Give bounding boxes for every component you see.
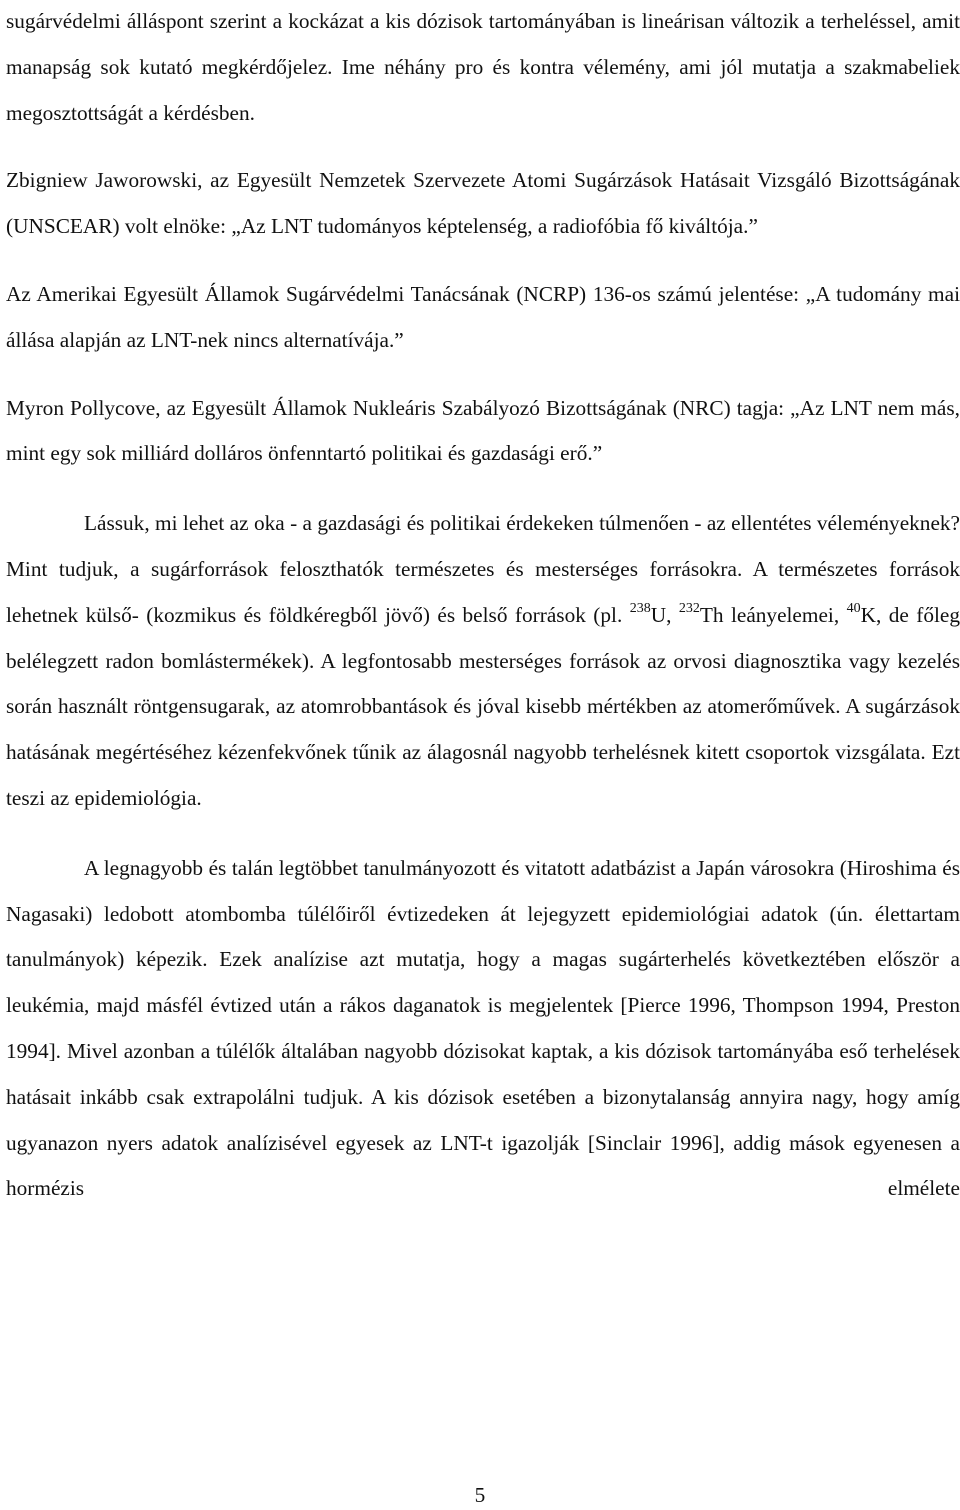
paragraph-ncrp-quote: Az Amerikai Egyesült Államok Sugárvédelmi Tanácsának (NCRP) 136-os számú jelentése: „A tudomány mai állása alapján az LNT-nek nincs alternatívája.” — [6, 281, 960, 352]
document-page — [6, 0, 960, 1212]
page-number: 5 — [474, 1483, 486, 1507]
text-segment: Th leányelemei, — [699, 602, 847, 627]
paragraph-radiation-sources — [6, 501, 960, 822]
paragraph-jaworowski-quote: Zbigniew Jaworowski, az Egyesült Nemzetek Szervezete Atomi Sugárzások Hatásait Vizsgáló Bizottságának (UNSCEAR) volt elnöke: „Az LNT tudományos képtelenség, a radiofóbia fő kiváltója.” — [6, 168, 960, 239]
text-segment: K, de főleg belélegzett radon bomlástermékek). A legfontosabb mesterséges források az orvosi diagnosztika vagy kezelés során használt röntgensugarak, az atomrobbantások és jóval kisebb mértékben az atomerőművek. A sugárzások hatásának megértéséhez kézenfekvőnek tűnik az álagosnál nagyobb terhelésnek kitett csoportok vizsgálata. Ezt teszi az epidemiológia. — [6, 602, 960, 810]
text-segment: U, — [650, 602, 679, 627]
paragraph-pollycove-quote: Myron Pollycove, az Egyesült Államok Nukleáris Szabályozó Bizottságának (NRC) tagja: „Az LNT nem más, mint egy sok milliárd dolláros önfenntartó politikai és gazdasági erő.” — [6, 395, 960, 466]
paragraph-intro-continuation: sugárvédelmi álláspont szerint a kockázat a kis dózisok tartományában is lineárisan változik a terheléssel, amit manapság sok kutató megkérdőjelez. Ime néhány pro és kontra vélemény, ami jól mutatja a szakmabeliek megosztottságát a kérdésben. — [6, 9, 960, 125]
text-segment: Lássuk, mi lehet az oka - a gazdasági és politikai érdekeken túlmenően - az ellentétes véleményeknek? Mint tudjuk, a sugárforrások feloszthatók természetes és mesterséges forrásokra. A természetes források lehetnek külső- (kozmikus és földkéregből jövő) és belső források (pl. — [6, 511, 960, 627]
paragraph-hiroshima-nagasaki: A legnagyobb és talán legtöbbet tanulmányozott és vitatott adatbázist a Japán városokra (Hiroshima és Nagasaki) ledobott atombomba túlélőiről évtizedeken át lejegyzett epidemiológiai adatok (ún. élettartam tanulmányok) képezik. Ezek analízise azt mutatja, hogy a magas sugárterhelés következtében először a leukémia, majd másfél évtized után a rákos daganatok is megjelentek [Pierce 1996, Thompson 1994, Preston 1994]. Mivel azonban a túlélők általában nagyobb dózisokat kaptak, a kis dózisok tartományába eső terhelések hatásait inkább csak extrapolálni tudjuk. A kis dózisok esetében a bizonytalanság annyira nagy, hogy amíg ugyanazon nyers adatok analízisével egyesek az LNT-t igazolják [Sinclair 1996], addig mások egyenesen a hormézis elmélete — [6, 855, 960, 1201]
isotope-mass-number: 40 — [846, 600, 861, 616]
isotope-mass-number: 232 — [678, 600, 700, 616]
isotope-mass-number: 238 — [629, 600, 651, 616]
